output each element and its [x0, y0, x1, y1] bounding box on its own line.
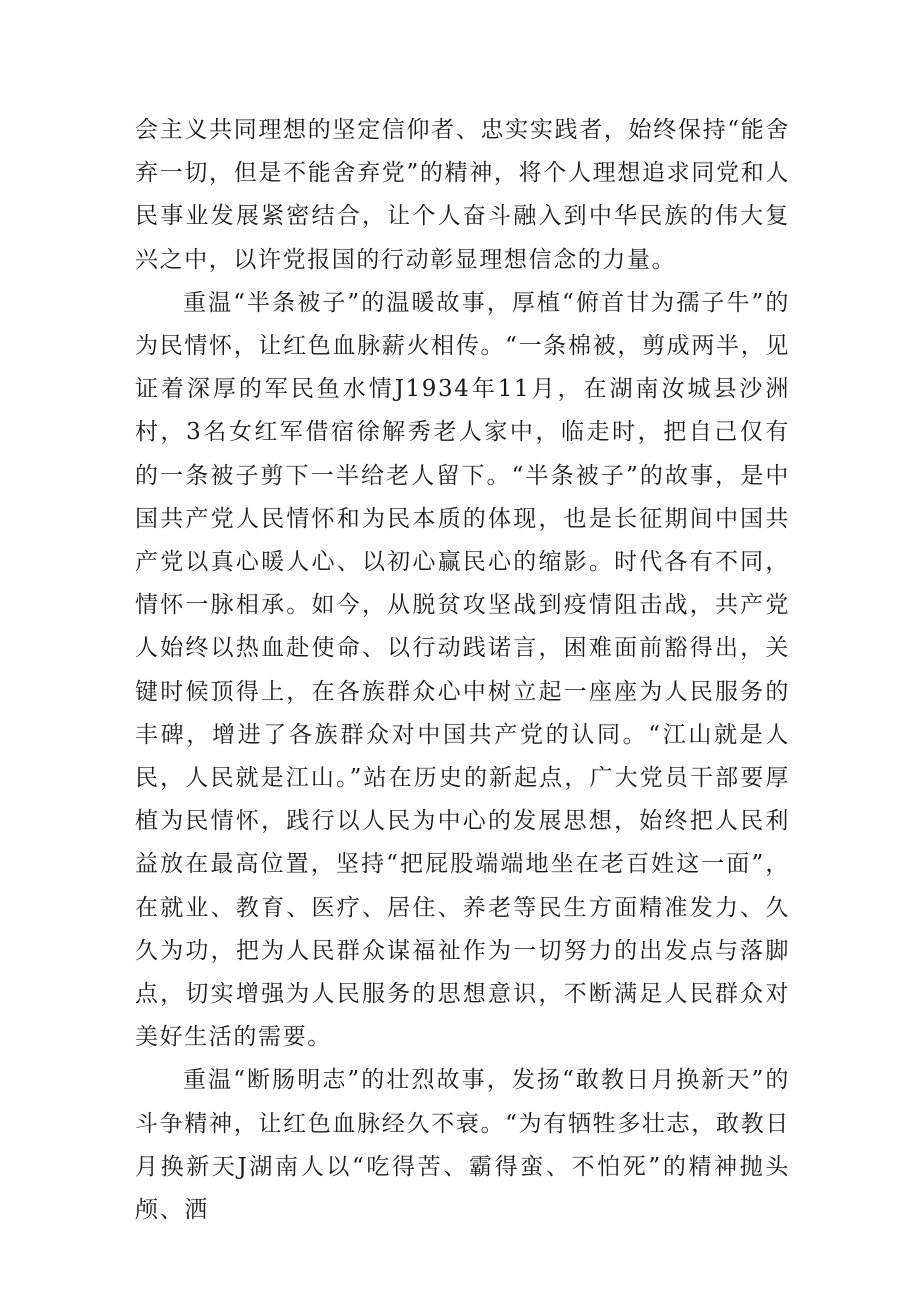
paragraph-2: 重温“半条被子”的温暖故事，厚植“俯首甘为孺子牛”的为民情怀，让红色血脉薪火相传。“一条棉被，剪成两半，见证着深厚的军民鱼水情J1934年11月，在湖南汝城县沙洲村，3名女红军借宿徐解秀老人家中，临走时，把自己仅有的一条被子剪下一半给老人留下。“半条被子”的故事，是中国共产党人民情怀和为民本质的体现，也是长征期间中国共产党以真心暖人心、以初心赢民心的缩影。时代各有不同，情怀一脉相承。如今，从脱贫攻坚战到疫情阻击战，共产党人始终以热血赴使命、以行动践诺言，困难面前豁得出，关键时候顶得上，在各族群众心中树立起一座座为人民服务的丰碑，增进了各族群众对中国共产党的认同。“江山就是人民，人民就是江山。”站在历史的新起点，广大党员干部要厚植为民情怀，践行以人民为中心的发展思想，始终把人民利益放在最高位置，坚持“把屁股端端地坐在老百姓这一面”，在就业、教育、医疗、居住、养老等民生方面精准发力、久久为功，把为人民群众谋福祉作为一切努力的出发点与落脚点，切实增强为人民服务的思想意识，不断满足人民群众对美好生活的需要。 [135, 289, 790, 1051]
document-page [135, 109, 790, 1232]
paragraph-3: 重温“断肠明志”的壮烈故事，发扬“敢教日月换新天”的斗争精神，让红色血脉经久不衰。“为有牺牲多壮志，敢教日月换新天J湖南人以“吃得苦、霸得蛮、不怕死”的精神抛头颅、洒 [135, 1067, 790, 1224]
paragraph-1: 会主义共同理想的坚定信仰者、忠实实践者，始终保持“能舍弃一切，但是不能舍弃党”的精神，将个人理想追求同党和人民事业发展紧密结合，让个人奋斗融入到中华民族的伟大复兴之中，以许党报国的行动彰显理想信念的力量。 [135, 117, 790, 273]
